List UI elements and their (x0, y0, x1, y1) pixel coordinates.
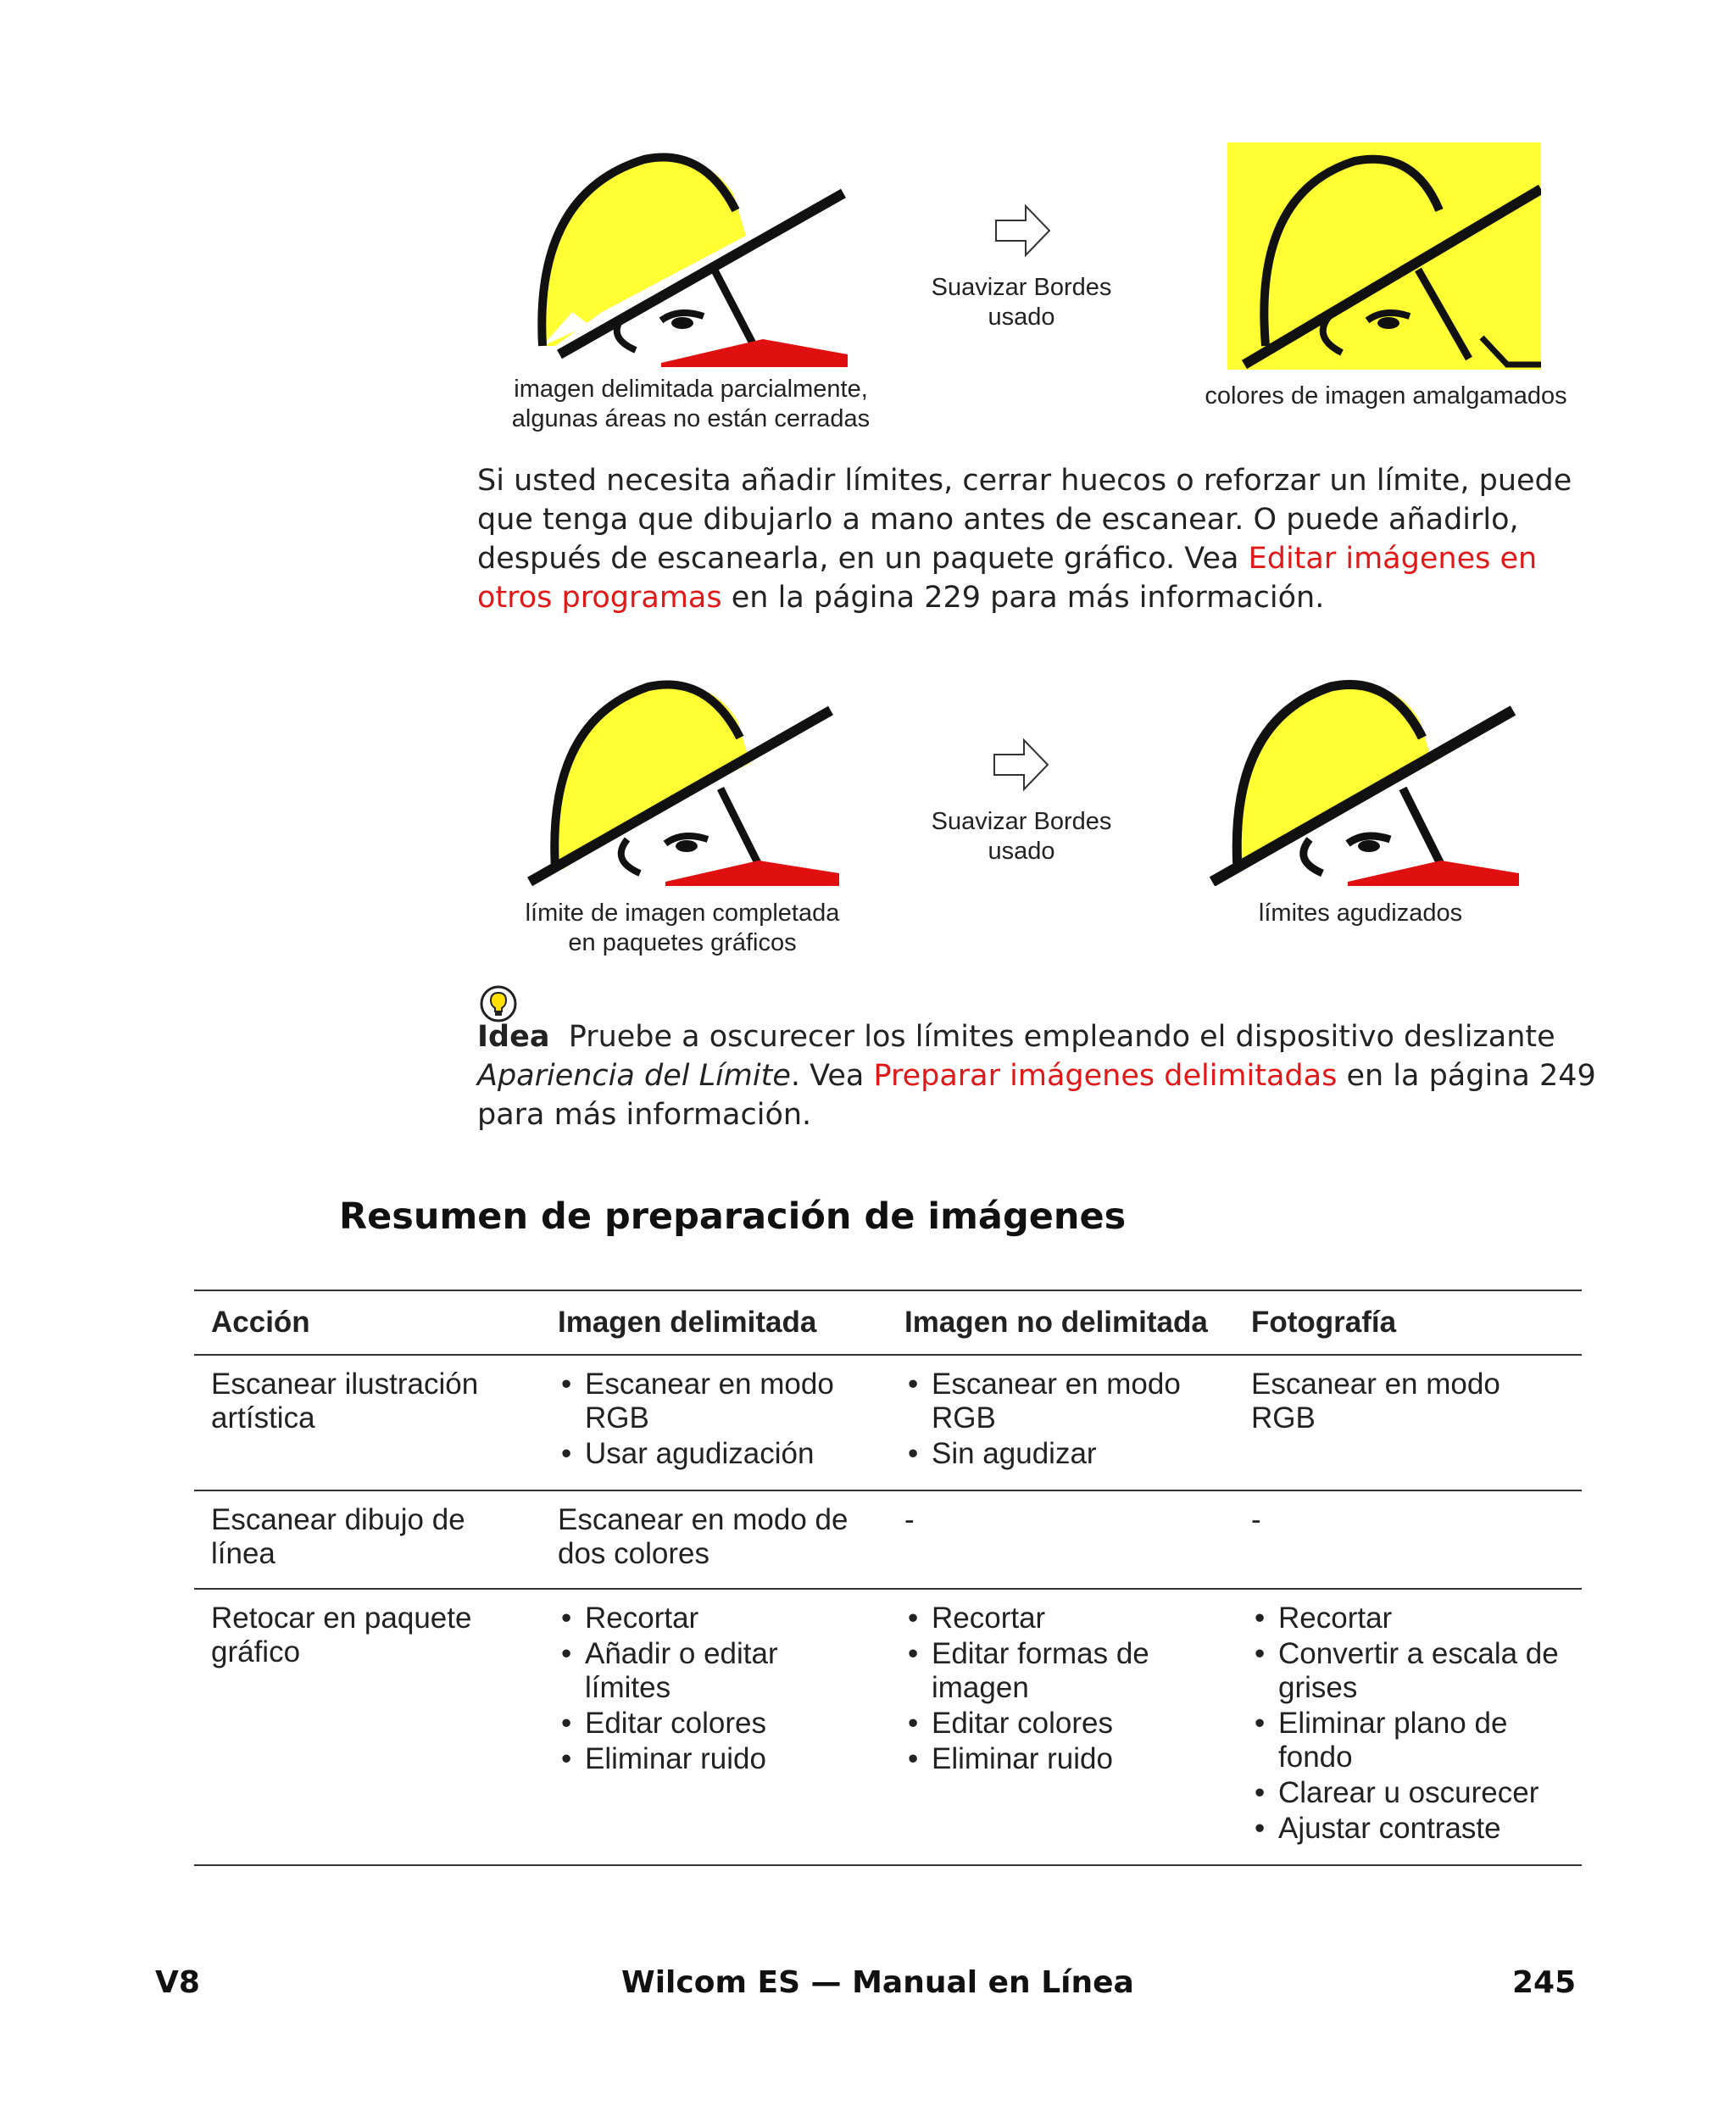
footer-title: Wilcom ES — Manual en Línea (621, 1965, 1134, 2000)
paragraph-text-end: en la página 229 para más información. (721, 581, 1325, 615)
list-item: • Editar formas de imagen (904, 1637, 1217, 1705)
list-item: • Eliminar ruido (904, 1742, 1217, 1776)
table-cell (541, 1589, 887, 1865)
figure-completed-boundary (521, 670, 852, 886)
right-arrow-icon (992, 738, 1051, 793)
table-row (194, 1589, 1582, 1865)
column-header: Imagen no delimitada (887, 1290, 1234, 1355)
list-item: • Añadir o editar límites (558, 1637, 871, 1705)
column-header: Imagen delimitada (541, 1290, 887, 1355)
list-item: • Editar colores (904, 1707, 1217, 1741)
paragraph-text: Si usted necesita añadir límites, cerrar huecos o reforzar un límite, puede que tenga que dibujarlo a mano antes de escanear. O puede añadirlo, después de escanearla, en un paquete gráfico. Vea (477, 464, 1572, 576)
list-item: • Sin agudizar (904, 1437, 1217, 1471)
tip-text: Pruebe a oscurecer los límites empleando el dispositivo deslizante (568, 1020, 1555, 1054)
table-header-row (194, 1290, 1582, 1355)
right-arrow-icon (993, 203, 1053, 259)
arrow-caption: Suavizar Bordes usado (931, 274, 1112, 331)
tip-text-2: . Vea (790, 1059, 874, 1093)
list-item: • Usar agudización (558, 1437, 871, 1471)
table-cell: Escanear dibujo de línea (194, 1490, 541, 1589)
table-cell (1234, 1589, 1582, 1865)
list-item: • Recortar (1251, 1602, 1565, 1635)
caption-sharpened-boundaries: límites agudizados (1258, 900, 1463, 927)
list-item: • Editar colores (558, 1707, 871, 1741)
tip-box (477, 1017, 1596, 1134)
list-item: • Eliminar ruido (558, 1742, 871, 1776)
arrow-caption: Suavizar Bordes usado (931, 808, 1112, 865)
table-cell: Escanear en modo RGB (1234, 1355, 1582, 1490)
table-row (194, 1355, 1582, 1490)
caption-blended-colors: colores de imagen amalgamados (1205, 382, 1567, 409)
list-item: • Escanear en modo RGB (904, 1368, 1217, 1435)
footer-version: V8 (155, 1965, 200, 2000)
body-paragraph (477, 461, 1596, 617)
caption-completed-boundary: límite de imagen completada en paquetes gráficos (525, 900, 840, 956)
section-title: Resumen de preparación de imágenes (339, 1195, 1127, 1238)
table-row (194, 1490, 1582, 1589)
list-item: • Eliminar plano de fondo (1251, 1707, 1565, 1774)
column-header: Fotografía (1234, 1290, 1582, 1355)
table-cell: Escanear ilustración artística (194, 1355, 541, 1490)
table-cell: - (887, 1490, 1234, 1589)
list-item: • Escanear en modo RGB (558, 1368, 871, 1435)
list-item: • Recortar (558, 1602, 871, 1635)
figure-sharpened-boundaries (1204, 670, 1526, 886)
summary-table (194, 1290, 1582, 1866)
table-cell: Escanear en modo de dos colores (541, 1490, 887, 1589)
list-item: • Clarear u oscurecer (1251, 1776, 1565, 1810)
link-edit-images-other-programs[interactable]: Editar imágenes en otros programas (477, 542, 1538, 615)
list-item: • Ajustar contraste (1251, 1812, 1565, 1846)
tip-label: Idea (477, 1020, 550, 1054)
column-header: Acción (194, 1290, 541, 1355)
list-item: • Recortar (904, 1602, 1217, 1635)
table-cell: Retocar en paquete gráfico (194, 1589, 541, 1865)
table-cell (887, 1355, 1234, 1490)
figure-partially-bounded-image (509, 142, 856, 371)
table-cell (541, 1355, 887, 1490)
tip-text-3: en la página 249 para más información. (477, 1059, 1596, 1132)
list-item: • Convertir a escala de grises (1251, 1637, 1565, 1705)
link-prepare-bounded-images[interactable]: Preparar imágenes delimitadas (873, 1059, 1338, 1093)
table-cell (887, 1589, 1234, 1865)
table-cell: - (1234, 1490, 1582, 1589)
figure-blended-colors (1227, 142, 1541, 370)
caption-partially-bounded: imagen delimitada parcialmente, algunas áreas no están cerradas (511, 376, 871, 432)
tip-italic-term: Apariencia del Límite (477, 1059, 791, 1093)
footer-page-number: 245 (1512, 1965, 1577, 2000)
